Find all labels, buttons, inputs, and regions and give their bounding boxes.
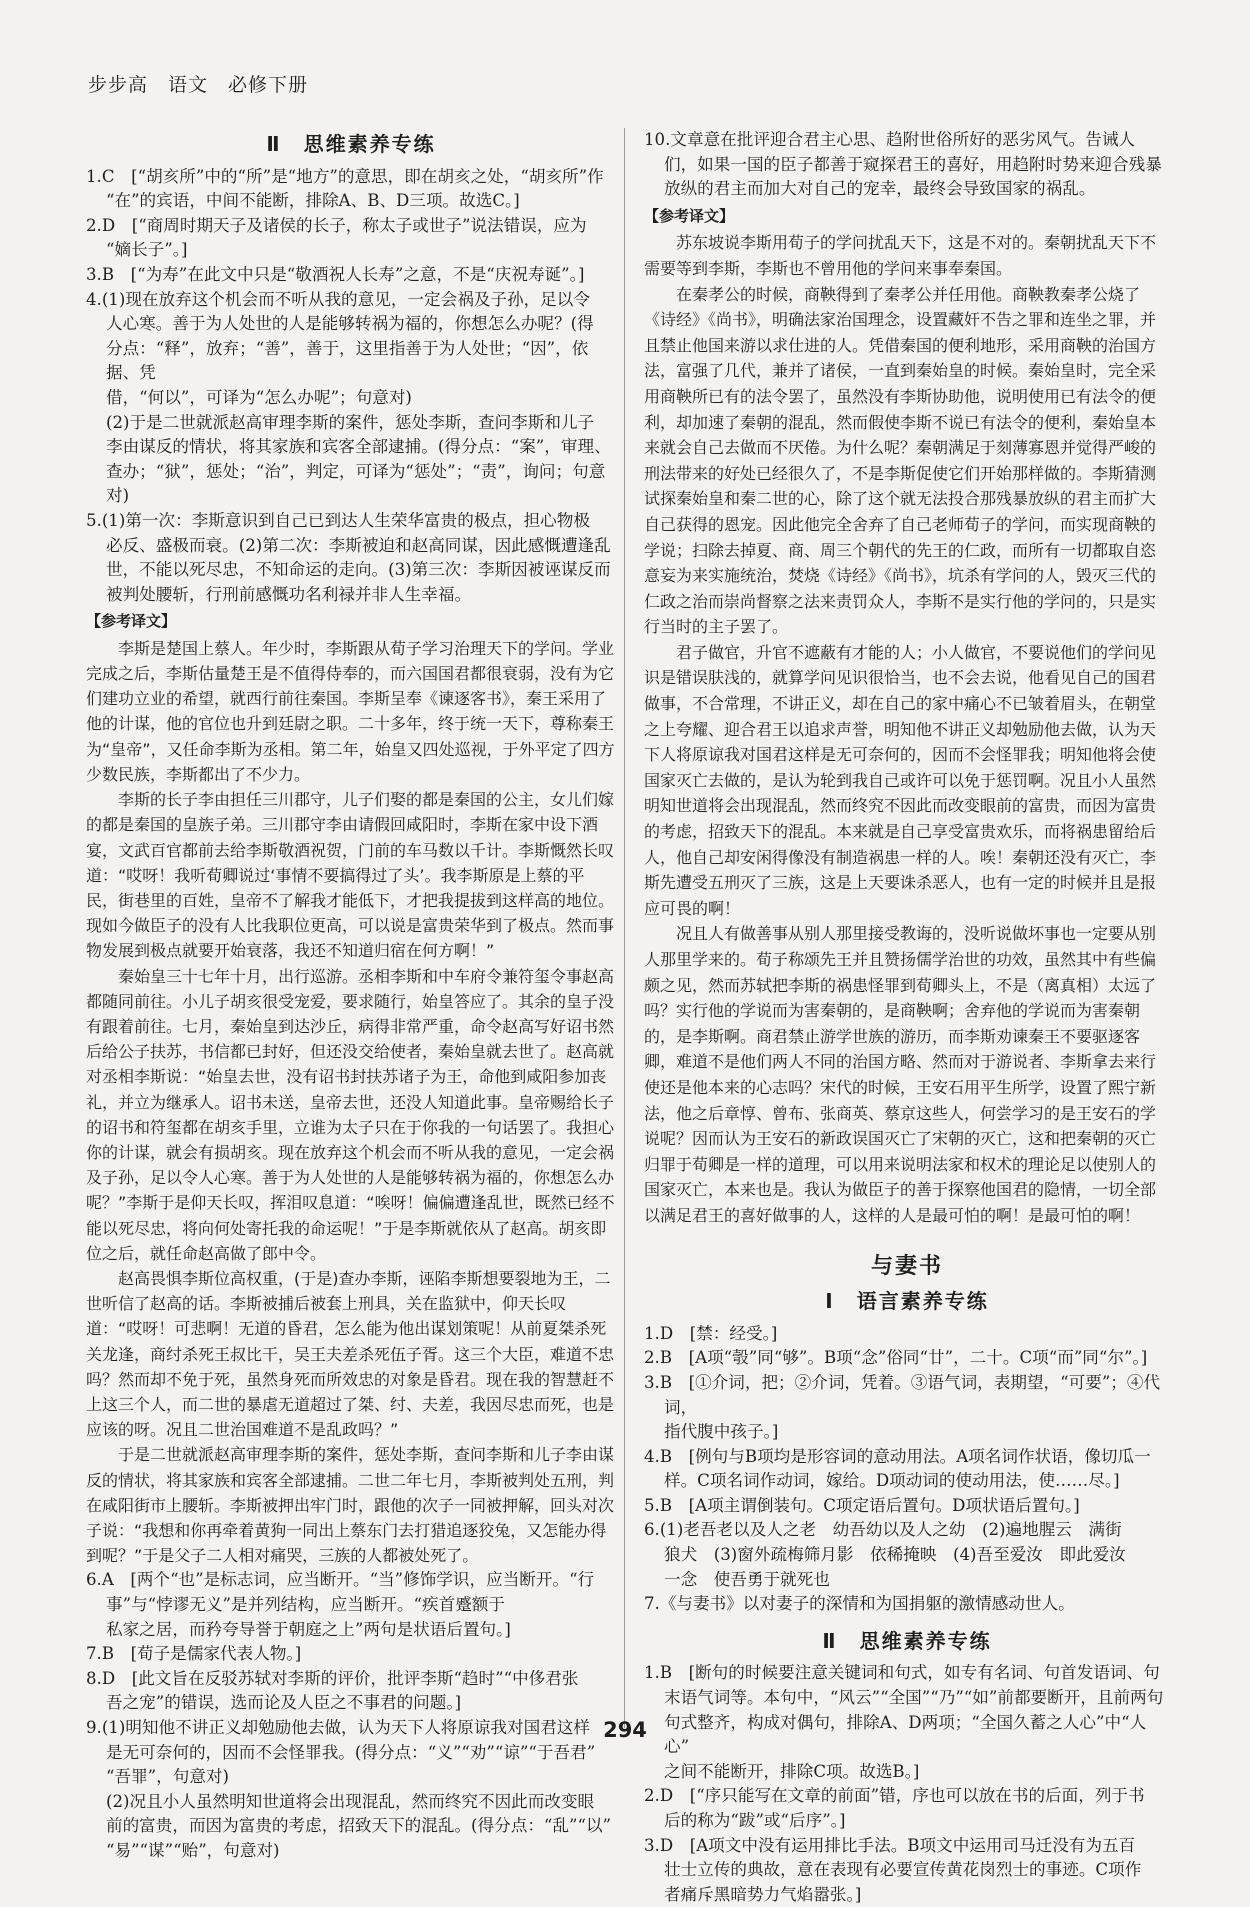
answer-item bbox=[644, 1322, 1170, 1347]
translation-paragraph: 苏东坡说李斯用荀子的学问扰乱天下，这是不对的。秦朝扰乱天下不需要等到李斯，李斯也不曾用他的学问来事奉秦国。 bbox=[644, 233, 1157, 278]
lesson-title: 与妻书 bbox=[870, 1253, 943, 1279]
answer-line: 2.D [“商周时期天子及诸侯的长子，称太子或世子”说法错误，应为 bbox=[86, 215, 587, 235]
section-title-thinking: Ⅱ 思维素养专练 bbox=[266, 132, 436, 156]
answer-line: “易”“谋”“贻”，句意对) bbox=[106, 1840, 280, 1860]
translation-paragraph: 君子做官，升官不遮蔽有才能的人；小人做官，不要说他们的学问见识是错误肤浅的，就算学问见识很恰当，也不会去说，他看见自己的国君做事，不合常理，不讲正义，却在自己的家中痛心不已皱着眉头，在朝堂之上夸耀、迎合君王以追求声誉，明知他不讲正义却勉励他去做，认为天下人将原谅我对国君这样是无可奈何的，因而不会怪罪我；明知他将会使国家灭亡去做的，是认为轮到我自己或许可以免于惩罚啊。况且小人虽然明知世道将会出现混乱，然而终究不因此而改变眼前的富贵，而因为富贵的考虑，招致天下的混乱。本来就是自己享受富贵欢乐，而将祸患留给后人，他自己却安闲得像没有制造祸患一样的人。唉！秦朝还没有灭亡，李斯先遭受五刑灭了三族，这是上天要诛杀恶人，也有一定的时候并且是报应可畏的啊！ bbox=[644, 642, 1157, 918]
column-divider bbox=[624, 128, 625, 1728]
answer-line: 5.(1)第一次：李斯意识到自己已到达人生荣华富贵的极点，担心物极 bbox=[86, 510, 590, 530]
answer-item bbox=[644, 1834, 1170, 1907]
answer-line: 3.D [A项文中没有运用排比手法。B项文中运用司马迁没有为五百 bbox=[644, 1835, 1136, 1855]
answer-line: 必反、盛极而衰。(2)第二次：李斯被迫和赵高同谋，因此感慨遭逢乱 bbox=[106, 535, 611, 555]
answer-item-10 bbox=[644, 128, 1170, 202]
translation-left bbox=[86, 636, 616, 1569]
answer-item bbox=[644, 1371, 1170, 1445]
answer-list-b bbox=[86, 1568, 616, 1863]
answer-line: “嫡长子”。] bbox=[106, 240, 188, 260]
answer-line: 事”与“悖谬无义”是并列结构，应当断开。“疾首蹙额于 bbox=[106, 1594, 505, 1614]
answer-line: 5.B [A项主谓倒装句。C项定语后置句。D项状语后置句。] bbox=[644, 1495, 1080, 1515]
answer-line: 2.B [A项“彀”同“够”。B项“念”俗同“廿”，二十。C项“而”同“尔”。] bbox=[644, 1348, 1148, 1368]
answer-line: “在”的宾语，中间不能断，排除A、B、D三项。故选C。] bbox=[106, 191, 520, 211]
answer-item bbox=[86, 263, 616, 288]
translation-paragraph: 况且人有做善事从别人那里接受教诲的，没听说做坏事也一定要从别人那里学来的。荀子称颂先王并且赞扬儒学治世的功效，虽然其中有些偏颇之见，然而苏轼把李斯的祸患怪罪到荀卿头上，不是（离真相）太远了吗？实行他的学说而为害秦朝的，是商鞅啊；舍弃他的学说而为害秦朝的，是李斯啊。商君禁止游学世族的游历，而李斯劝谏秦王不要驱逐客卿，难道不是他们两人不同的治国方略、然而对于游说者、李斯拿去来行使还是他本来的心志吗？宋代的时候，王安石用平生所学，设置了熙宁新法，他之后章惇、曾布、张商英、蔡京这些人，何尝学习的是王安石的学说呢？因而认为王安石的新政误国灭亡了宋朝的灭亡，这和把秦朝的灭亡归罪于荀卿是一样的道理，可以用来说明法家和权术的理论足以使别人的国家灭亡，本来也是。我认为做臣子的善于探察他国君的隐情，一切全部以满足君王的喜好做事的人，这样的人是最可怕的啊！是最可怕的啊！ bbox=[644, 924, 1157, 1225]
answer-item bbox=[86, 165, 616, 214]
answer-line: 1.C [“胡亥所”中的“所”是“地方”的意思，即在胡亥之处，“胡亥所”作 bbox=[86, 166, 604, 186]
answer-line: 被判处腰斩，行刑前感慨功名利禄并非人生幸福。 bbox=[106, 584, 472, 604]
page-number: 294 bbox=[603, 1718, 647, 1742]
answer-line: 1.D [禁：经受。] bbox=[644, 1323, 778, 1343]
answer-line: 4.B [例句与B项均是形容词的意动用法。A项名词作状语，像切瓜一 bbox=[644, 1446, 1151, 1466]
translation-paragraph: 李斯是楚国上蔡人。年少时，李斯跟从荀子学习治理天下的学问。学业完成之后，李斯估量楚王是不值得侍奉的，而六国国君都很衰弱，没有为它们建功立业的希望，就西行前往秦国。李斯呈奉《谏逐客书》，秦王采用了他的计谋，他的官位也升到廷尉之职。二十多年，终于统一天下，尊称秦王为“皇帝”，又任命李斯为丞相。第二年，始皇又四处巡视，于外平定了四方少数民族，李斯都出了不少力。 bbox=[86, 638, 615, 784]
answer-line: 之间不能断开，排除C项。故选B。] bbox=[664, 1761, 920, 1781]
answer-line: 9.(1)明知他不讲正义却勉励他去做，认为天下人将原谅我对国君这样 bbox=[86, 1717, 590, 1737]
section-title-thinking-2: Ⅱ 思维素养专练 bbox=[822, 1628, 992, 1653]
answer-line: 末语气词等。本句中，“风云”“全国”“乃”“如”前都要断开，且前两句 bbox=[664, 1688, 1164, 1708]
answer-line: (2)于是二世就派赵高审理李斯的案件，惩处李斯，查问李斯和儿子 bbox=[106, 412, 595, 432]
right-column bbox=[644, 128, 1170, 1907]
answer-item bbox=[86, 214, 616, 263]
reference-translation-label: 【参考译文】 bbox=[86, 612, 177, 631]
answer-line: 吾之宠”的错误，选而论及人臣之不事君的问题。] bbox=[106, 1693, 462, 1713]
answer-line: “吾罪”，句意对) bbox=[106, 1767, 230, 1787]
answer-line: 放纵的君主而加大对自己的宠幸，最终会导致国家的祸乱。 bbox=[664, 179, 1096, 199]
answer-line: 壮士立传的典故，意在表现有必要宣传黄花岗烈士的事迹。C项作 bbox=[664, 1860, 1142, 1880]
left-column bbox=[86, 128, 616, 1864]
answer-line: 指代腹中孩子。] bbox=[664, 1422, 779, 1442]
answer-line: 2.D [“序只能写在文章的前面”错，序也可以放在书的后面，列于书 bbox=[644, 1786, 1145, 1806]
page-header: 步步高 语文 必修下册 bbox=[88, 74, 309, 96]
answer-line: 查办；“狱”，惩处；“治”，判定，可译为“惩处”；“责”，询问；句意对) bbox=[106, 461, 606, 506]
section-title-language: Ⅰ 语言素养专练 bbox=[825, 1289, 989, 1314]
answer-line: 4.(1)现在放弃这个机会而不听从我的意见，一定会祸及子孙，足以令 bbox=[86, 289, 590, 309]
answer-line: 3.B [①介词，把；②介词，凭着。③语气词，表期望，“可要”；④代词， bbox=[644, 1372, 1161, 1417]
answer-list-c bbox=[644, 1322, 1170, 1617]
answer-line: 李由谋反的情状，将其家族和宾客全部逮捕。(得分点：“案”，审理、 bbox=[106, 437, 611, 457]
answer-line: 10.文章意在批评迎合君主心思、趋附世俗所好的恶劣风气。告诫人 bbox=[644, 130, 1136, 149]
answer-line: 狼犬 (3)窗外疏梅筛月影 依稀掩映 (4)吾至爱汝 即此爱汝 bbox=[664, 1545, 1126, 1565]
translation-paragraph: 秦始皇三十七年十月，出行巡游。丞相李斯和中车府令兼符玺令事赵高都随同前往。小儿子胡亥很受宠爱，要求随行，始皇答应了。其余的皇子没有跟着前往。七月，秦始皇到达沙丘，病得非常严重，命令赵高写好诏书然后给公子扶苏，书信都已封好，但还没交给使者，秦始皇就去世了。赵高就对丞相李斯说：“始皇去世，没有诏书封扶苏诸子为王，命他到咸阳参加丧礼，并立为继承人。诏书未送，皇帝去世，还没人知道此事。皇帝赐给长子的诏书和符玺都在胡亥手里，立谁为太子只在于你我的一句话罢了。我担心你的计谋，就会有损胡亥。现在放弃这个机会而不听从我的意见，一定会祸及子孙，足以令人心寒。善于为人处世的人是能够转祸为福的，你想怎么办呢？”李斯于是仰天长叹，挥泪叹息道：“唉呀！偏偏遭逢乱世，既然已经不能以死尽忠，将向何处寄托我的命运呢！”于是李斯就依从了赵高。胡亥即位之后，就任命赵高做了郎中令。 bbox=[86, 966, 615, 1263]
answer-item bbox=[86, 1642, 616, 1667]
answer-item bbox=[644, 1494, 1170, 1519]
answer-line: (2)况且小人虽然明知世道将会出现混乱，然而终究不因此而改变眼 bbox=[106, 1791, 595, 1811]
answer-line: 是无可奈何的，因而不会怪罪我。(得分点：“义”“劝”“谅”“于吾君” bbox=[106, 1742, 596, 1762]
answer-line: 6.A [两个“也”是标志词，应当断开。“当”修饰学识，应当断开。“行 bbox=[86, 1570, 595, 1590]
answer-item bbox=[86, 509, 616, 607]
reference-translation-label-right: 【参考译文】 bbox=[644, 206, 735, 225]
answer-line: 7.《与妻书》以对妻子的深情和为国捐躯的激情感动世人。 bbox=[644, 1594, 1075, 1614]
answer-line: 们，如果一国的臣子都善于窥探君王的喜好，用趋附时势来迎合残暴 bbox=[664, 154, 1162, 174]
answer-line: 样。C项名词作动词，嫁给。D项动词的使动用法，使……尽。] bbox=[664, 1471, 1120, 1491]
answer-line: 8.D [此文旨在反驳苏轼对李斯的评价，批评李斯“趋时”“中侈君张 bbox=[86, 1668, 579, 1688]
translation-paragraph: 于是二世就派赵高审理李斯的案件，惩处李斯，查问李斯和儿子李由谋反的情状，将其家族和宾客全部逮捕。二世二年七月，李斯被判处五刑，判在咸阳街市上腰斩。李斯被押出牢门时，跟他的次子一同被押解，回头对次子说：“我想和你再牵着黄狗一同出上蔡东门去打猎追逐狡兔，又怎能办得到呢？”于是父子二人相对痛哭，三族的人都被处死了。 bbox=[86, 1445, 615, 1566]
answer-line: 句式整齐，构成对偶句，排除A、D两项；“全国久蓄之人心”中“人心” bbox=[664, 1712, 1147, 1757]
translation-paragraph: 赵高畏惧李斯位高权重，(于是)查办李斯，诬陷李斯想要裂地为王，二世听信了赵高的话。李斯被捕后被套上刑具，关在监狱中，仰天长叹道：“哎呀！可悲啊！无道的昏君，怎么能为他出谋划策呢！从前夏桀杀死关龙逢，商纣杀死王叔比干，吴王夫差杀死伍子胥。这三个大臣，难道不忠吗？然而却不免于死，虽然身死而所效忠的对象是昏君。现在我的智慧赶不上这三个人，而二世的暴虐无道超过了桀、纣、夫差，我因尽忠而死，也是应该的呀。况且二世治国难道不是乱政吗？” bbox=[86, 1268, 615, 1440]
answer-item bbox=[86, 1568, 616, 1642]
answer-line: 3.B [“为寿”在此文中只是“敬酒祝人长寿”之意，不是“庆祝寿诞”。] bbox=[86, 264, 585, 284]
answer-line: 世，不能以死尽忠，不知命运的走向。(3)第三次：李斯因被诬谋反而 bbox=[106, 560, 611, 580]
answer-item bbox=[644, 1518, 1170, 1592]
answer-line: 私家之居，而矜夸导誉于朝庭之上”两句是状语后置句。] bbox=[106, 1619, 511, 1639]
answer-item bbox=[644, 128, 1170, 202]
answer-list-a bbox=[86, 165, 616, 608]
answer-item bbox=[644, 1784, 1170, 1833]
answer-item bbox=[644, 1592, 1170, 1617]
answer-line: 前的富贵，而因为富贵的考虑，招致天下的混乱。(得分点：“乱”“以” bbox=[106, 1816, 612, 1836]
answer-line: 后的称为“跋”或“后序”。] bbox=[664, 1811, 846, 1830]
answer-line: 一念 使吾勇于就死也 bbox=[664, 1569, 830, 1589]
answer-item bbox=[86, 1667, 616, 1716]
answer-line: 分点：“释”，放弃；“善”，善于，这里指善于为人处世；“因”，依据、凭 bbox=[106, 338, 589, 383]
translation-right bbox=[644, 230, 1170, 1228]
translation-paragraph: 在秦孝公的时候，商鞅得到了秦孝公并任用他。商鞅教秦孝公烧了《诗经》《尚书》，明确法家治国理念，设置藏奸不告之罪和连坐之罪，并且禁止他国来游以求仕进的人。凭借秦国的便利地形，采用商鞅的治国方法，富强了几代，兼并了诸侯，一直到秦始皇的时候。秦始皇时，完全采用商鞅所已有的法令罢了，虽然没有李斯协助他，说明使用已有法令的便利，却加速了秦朝的混乱，然而假使李斯不说已有法令的便利，秦始皇本来就会自己去做而不厌倦。为什么呢？秦朝满足于刻薄寡恩并觉得严峻的刑法带来的好处已经很久了，不是李斯促使它们开始那样做的。李斯猜测试探秦始皇和秦二世的心，除了这个就无法投合那残暴放纵的君主而扩大自己获得的恩宠。因此他完全舍弃了自己老师荀子的学问，而实现商鞅的学说；扫除去掉夏、商、周三个朝代的先王的仁政，而所有一切都取自恣意妄为来实施统治，焚烧《诗经》《尚书》，坑杀有学问的人，毁灭三代的仁政之治而崇尚督察之法来责罚众人，李斯不是实行他的学问的，只是实行当时的主子罢了。 bbox=[644, 284, 1157, 637]
answer-line: 7.B [荀子是儒家代表人物。] bbox=[86, 1644, 302, 1664]
answer-item bbox=[644, 1445, 1170, 1494]
answer-line: 1.B [断句的时候要注意关键词和句式，如专有名词、句首发语词、句 bbox=[644, 1663, 1160, 1683]
answer-item bbox=[644, 1346, 1170, 1371]
answer-line: 借，“何以”，可译为“怎么办呢”；句意对) bbox=[106, 387, 412, 407]
translation-paragraph: 李斯的长子李由担任三川郡守，儿子们娶的都是秦国的公主，女儿们嫁的都是秦国的皇族子弟。三川郡守李由请假回咸阳时，李斯在家中设下酒宴，文武百官都前去给李斯敬酒祝贺，门前的车马数以千计。李斯慨然长叹道：“哎呀！我听荀卿说过‘事情不要搞得过了头’。我李斯原是上蔡的平民，街巷里的百姓，皇帝不了解我才能低下，才把我提拔到这样高的地位。现如今做臣子的没有人比我职位更高，可以说是富贵荣华到了极点。然而事物发展到极点就要开始衰落，我还不知道归宿在何方啊！” bbox=[86, 790, 615, 961]
answer-item bbox=[86, 288, 616, 509]
answer-line: 6.(1)老吾老以及人之老 幼吾幼以及人之幼 (2)遍地腥云 满街 bbox=[644, 1520, 1122, 1540]
answer-line: 者痛斥黑暗势力气焰嚣张。] bbox=[664, 1884, 862, 1904]
answer-line: 人心寒。善于为人处世的人是能够转祸为福的，你想怎么办呢？(得 bbox=[106, 314, 594, 334]
answer-list-d bbox=[644, 1661, 1170, 1907]
